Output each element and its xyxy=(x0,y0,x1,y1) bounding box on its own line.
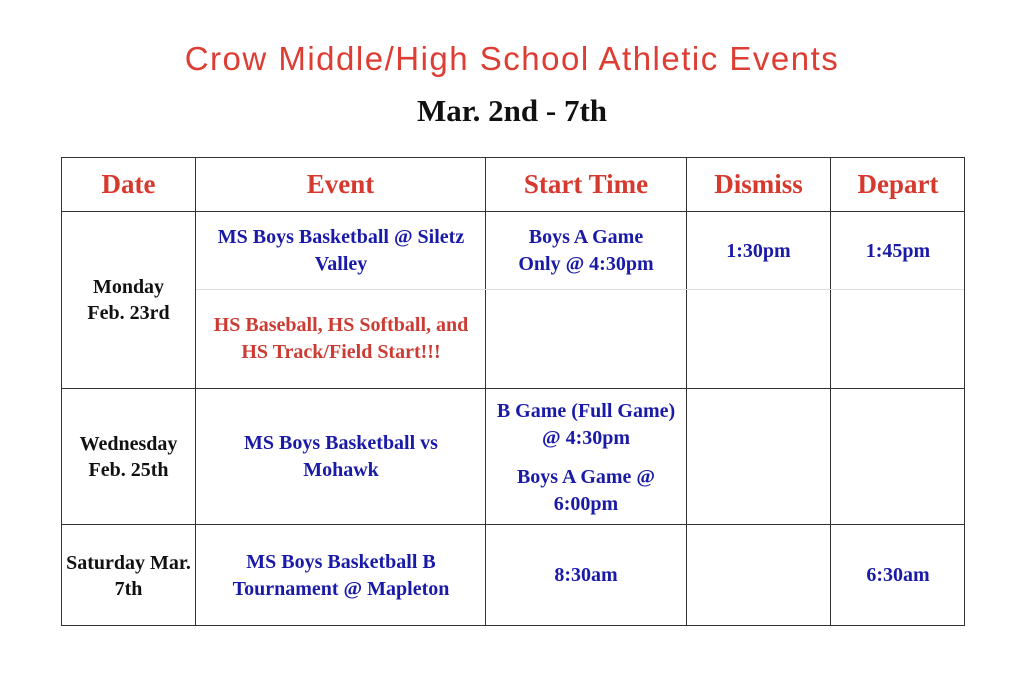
row-depart: 1:45pm xyxy=(865,239,931,262)
header-event: Event xyxy=(306,169,375,199)
row-date: Saturday Mar. 7th xyxy=(66,551,191,600)
row-event: MS Boys Basketball @ Siletz Valley xyxy=(217,226,465,275)
date-range-subtitle: Mar. 2nd - 7th xyxy=(416,93,608,128)
row-date: Monday Feb. 23rd xyxy=(87,276,170,324)
row-event: MS Boys Basketball vs Mohawk xyxy=(244,431,438,481)
row-start-time: B Game (Full Game) @ 4:30pm xyxy=(496,400,676,449)
row-start-time: Boys A Game Only @ 4:30pm xyxy=(518,226,654,275)
header-dismiss: Dismiss xyxy=(714,169,803,199)
events-table xyxy=(61,157,965,626)
divider xyxy=(195,158,196,625)
row-date: Wednesday Feb. 25th xyxy=(79,432,178,481)
row-depart: 6:30am xyxy=(866,564,930,586)
divider xyxy=(62,388,964,389)
row-start-time-2: Boys A Game @ 6:00pm xyxy=(516,466,656,515)
row-start-time: 8:30am xyxy=(554,564,618,586)
row-event: MS Boys Basketball B Tournament @ Mapleton xyxy=(232,550,450,600)
header-start-time: Start Time xyxy=(523,169,649,199)
row-event-highlight: HS Baseball, HS Softball, and HS Track/Field Start!!! xyxy=(213,314,469,363)
header-depart: Depart xyxy=(857,169,939,199)
row-dismiss: 1:30pm xyxy=(726,239,791,262)
page-title: Crow Middle/High School Athletic Events xyxy=(184,40,840,77)
header-date: Date xyxy=(101,169,156,199)
